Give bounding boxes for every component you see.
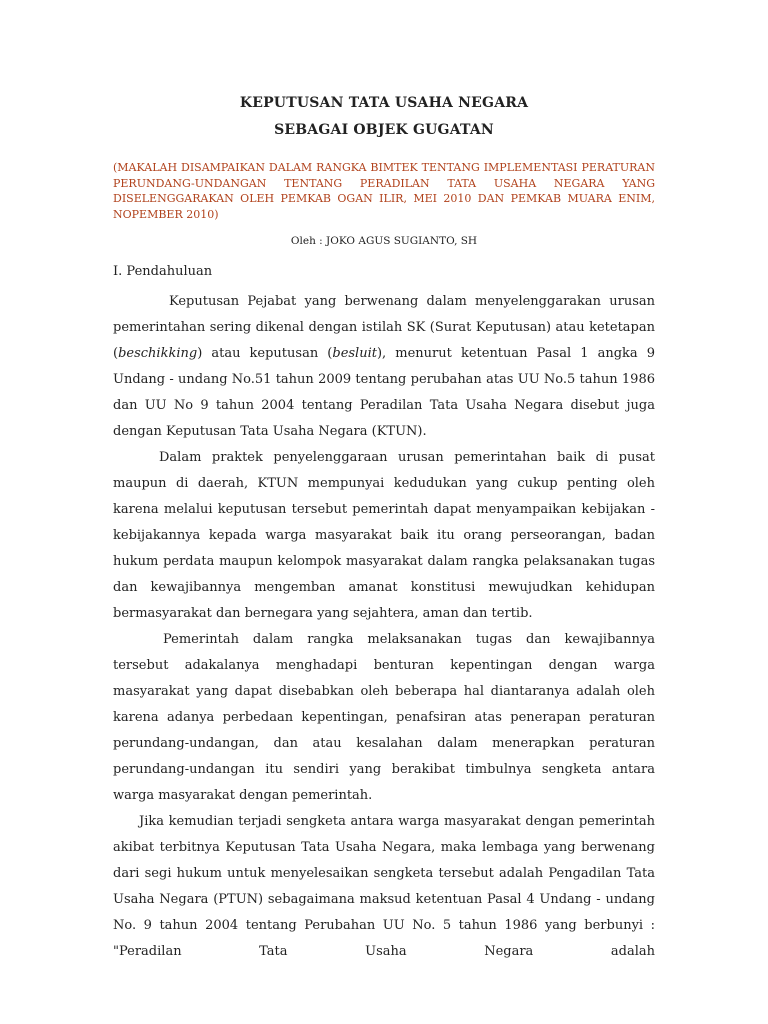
p1-italic-beschikking: beschikking bbox=[118, 346, 198, 361]
document-page bbox=[113, 90, 655, 965]
paragraph-2: Dalam praktek penyelenggaraan urusan pemerintahan baik di pusat maupun di daerah, KTUN mempunyai kedudukan yang cukup penting oleh karena melalui keputusan tersebut pemerintah dapat menyampaikan kebijakan - kebijakannya kepada warga masyarakat baik itu orang perseorangan, badan hukum perdata maupun kelompok masyarakat dalam rangka pelaksanakan tugas dan kewajibannya mengemban amanat konstitusi mewujudkan kehidupan bermasyarakat dan bernegara yang sejahtera, aman dan tertib. bbox=[113, 450, 655, 621]
document-title-line2: SEBAGAI OBJEK GUGATAN bbox=[274, 122, 494, 138]
author-line: Oleh : JOKO AGUS SUGIANTO, SH bbox=[290, 235, 478, 247]
paragraph-3: Pemerintah dalam rangka melaksanakan tugas dan kewajibannya tersebut adakalanya menghadapi benturan kepentingan dengan warga masyarakat yang dapat disebabkan oleh beberapa hal diantaranya adalah oleh karena adanya perbedaan kepentingan, penafsiran atas penerapan peraturan perundang-undangan, dan atau kesalahan dalam menerapkan peraturan perundang-undangan itu sendiri yang berakibat timbulnya sengketa antara warga masyarakat dengan pemerintah. bbox=[113, 632, 655, 803]
subtitle-text: (MAKALAH DISAMPAIKAN DALAM RANGKA BIMTEK TENTANG IMPLEMENTASI PERATURAN PERUNDANG-UNDANGAN TENTANG PERADILAN TATA USAHA NEGARA YANG DISELENGGARAKAN OLEH PEMKAB OGAN ILIR, MEI 2010 DAN PEMKAB MUARA ENIM, NOPEMBER 2010) bbox=[113, 161, 655, 221]
section-heading: I. Pendahuluan bbox=[113, 264, 213, 279]
paragraph-1 bbox=[113, 289, 655, 445]
p1-text-a: Keputusan Pejabat yang berwenang dalam menyelenggarakan urusan pemerintahan sering dikenal dengan istilah SK (Surat Keputusan) atau ketetapan ( bbox=[113, 294, 655, 361]
document-subtitle bbox=[113, 160, 655, 222]
paragraph-4: Jika kemudian terjadi sengketa antara warga masyarakat dengan pemerintah akibat terbitnya Keputusan Tata Usaha Negara, maka lembaga yang berwenang dari segi hukum untuk menyelesaikan sengketa tersebut adalah Pengadilan Tata Usaha Negara (PTUN) sebagaimana maksud ketentuan Pasal 4 Undang - undang No. 9 tahun 2004 tentang Perubahan UU No. 5 tahun 1986 yang berbunyi : "Peradilan Tata Usaha Negara adalah bbox=[113, 814, 655, 959]
p1-text-b: ) atau keputusan ( bbox=[197, 346, 333, 361]
document-title-line1: KEPUTUSAN TATA USAHA NEGARA bbox=[239, 95, 529, 111]
p1-text-c: ), menurut ketentuan Pasal 1 angka 9 Undang - undang No.51 tahun 2009 tentang perubahan atas UU No.5 tahun 1986 dan UU No 9 tahun 2004 tentang Peradilan Tata Usaha Negara disebut juga dengan Keputusan Tata Usaha Negara (KTUN). bbox=[113, 346, 656, 439]
p1-italic-besluit: besluit bbox=[332, 346, 377, 361]
